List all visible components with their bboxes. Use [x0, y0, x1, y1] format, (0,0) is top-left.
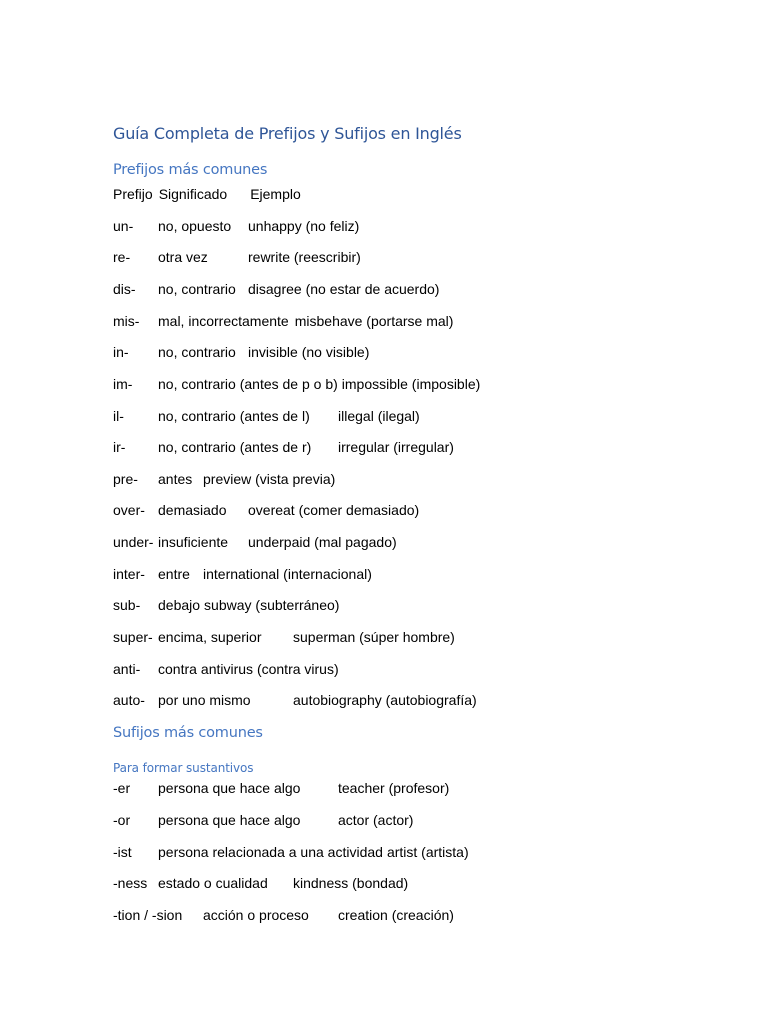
table-row [113, 564, 372, 584]
meaning-cell: no, opuesto [158, 218, 232, 234]
table-row [113, 810, 413, 830]
example-cell: preview (vista previa) [203, 471, 336, 487]
suffix-cell: -tion / -sion [113, 907, 183, 923]
table-row [113, 532, 397, 552]
suffixes-subheading: Para formar sustantivos [113, 761, 254, 775]
table-row [113, 374, 480, 394]
example-cell: international (internacional) [203, 566, 372, 582]
table-row [113, 437, 454, 457]
suffix-cell: -er [113, 780, 131, 796]
example-cell: misbehave (portarse mal) [294, 313, 454, 329]
prefix-cell: under- [113, 534, 154, 550]
header-meaning: Significado [158, 186, 228, 202]
meaning-cell: no, contrario [158, 344, 236, 360]
suffix-cell: -or [113, 812, 131, 828]
prefix-cell: inter- [113, 566, 145, 582]
meaning-cell: persona que hace algo [158, 812, 301, 828]
meaning-cell: persona relacionada a una actividad [158, 844, 383, 860]
prefix-cell: auto- [113, 692, 145, 708]
prefixes-header-row [113, 184, 301, 204]
meaning-cell: no, contrario (antes de p o b) [158, 376, 338, 392]
example-cell: kindness (bondad) [293, 875, 409, 891]
table-row [113, 247, 361, 267]
header-prefix: Prefijo [113, 186, 153, 202]
table-row [113, 279, 439, 299]
prefix-cell: super- [113, 629, 153, 645]
table-row [113, 342, 369, 362]
meaning-cell: demasiado [158, 502, 227, 518]
table-row [113, 778, 449, 798]
meaning-cell: por uno mismo [158, 692, 251, 708]
meaning-cell: insuficiente [158, 534, 229, 550]
meaning-cell: estado o cualidad [158, 875, 268, 891]
prefix-cell: over- [113, 502, 145, 518]
example-cell: creation (creación) [338, 907, 454, 923]
prefix-cell: anti- [113, 661, 141, 677]
prefix-cell: dis- [113, 281, 136, 297]
document-title: Guía Completa de Prefijos y Sufijos en Inglés [113, 124, 462, 143]
example-cell: overeat (comer demasiado) [248, 502, 420, 518]
prefix-cell: il- [113, 408, 124, 424]
prefix-cell: mis- [113, 313, 140, 329]
suffix-cell: -ist [113, 844, 132, 860]
example-cell: teacher (profesor) [338, 780, 450, 796]
header-example: Ejemplo [250, 186, 301, 202]
example-cell: subway (subterráneo) [204, 597, 340, 613]
prefix-cell: ir- [113, 439, 126, 455]
table-row [113, 406, 420, 426]
suffixes-heading: Sufijos más comunes [113, 725, 263, 741]
example-cell: disagree (no estar de acuerdo) [248, 281, 440, 297]
meaning-cell: persona que hace algo [158, 780, 301, 796]
example-cell: artist (artista) [386, 844, 469, 860]
table-row [113, 690, 477, 710]
example-cell: unhappy (no feliz) [248, 218, 360, 234]
prefix-cell: sub- [113, 597, 141, 613]
table-row [113, 311, 453, 331]
example-cell: illegal (ilegal) [338, 408, 420, 424]
meaning-cell: mal, incorrectamente [158, 313, 289, 329]
meaning-cell: no, contrario (antes de r) [158, 439, 312, 455]
example-cell: actor (actor) [338, 812, 414, 828]
table-row [113, 216, 359, 236]
meaning-cell: contra [158, 661, 197, 677]
prefix-cell: pre- [113, 471, 138, 487]
example-cell: autobiography (autobiografía) [293, 692, 477, 708]
example-cell: underpaid (mal pagado) [248, 534, 397, 550]
meaning-cell: acción o proceso [203, 907, 309, 923]
table-row [113, 469, 335, 489]
meaning-cell: no, contrario [158, 281, 236, 297]
suffix-cell: -ness [113, 875, 148, 891]
table-row [113, 627, 455, 647]
example-cell: invisible (no visible) [248, 344, 370, 360]
example-cell: antivirus (contra virus) [200, 661, 339, 677]
meaning-cell: debajo [158, 597, 201, 613]
example-cell: impossible (imposible) [341, 376, 481, 392]
table-row [113, 842, 469, 862]
meaning-cell: otra vez [158, 249, 208, 265]
prefixes-heading: Prefijos más comunes [113, 162, 268, 178]
example-cell: irregular (irregular) [338, 439, 454, 455]
meaning-cell: entre [158, 566, 190, 582]
table-row [113, 905, 454, 925]
example-cell: rewrite (reescribir) [248, 249, 361, 265]
example-cell: superman (súper hombre) [293, 629, 455, 645]
prefix-cell: im- [113, 376, 133, 392]
table-row [113, 500, 419, 520]
prefix-cell: in- [113, 344, 129, 360]
table-row [113, 595, 339, 615]
prefix-cell: re- [113, 249, 131, 265]
prefix-cell: un- [113, 218, 134, 234]
meaning-cell: no, contrario (antes de l) [158, 408, 310, 424]
meaning-cell: antes [158, 471, 193, 487]
table-row [113, 659, 339, 679]
table-row [113, 873, 408, 893]
meaning-cell: encima, superior [158, 629, 262, 645]
